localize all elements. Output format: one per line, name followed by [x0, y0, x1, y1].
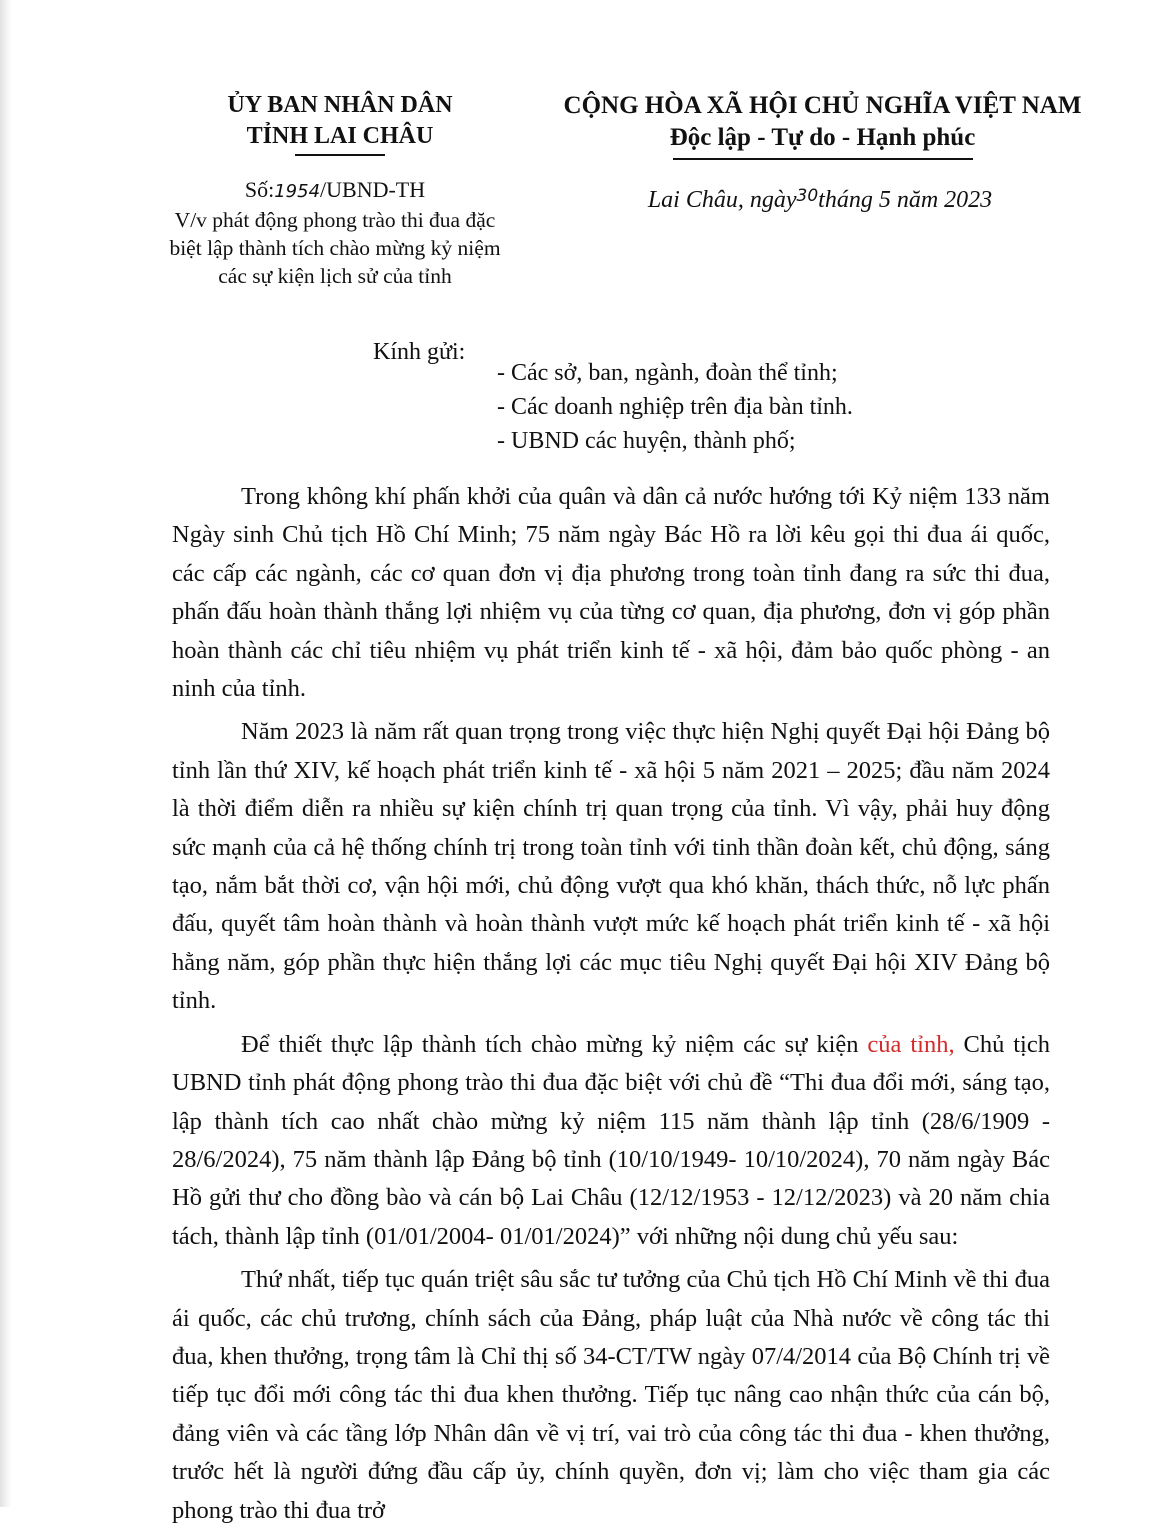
agency-line1: ỦY BAN NHÂN DÂN	[227, 92, 453, 118]
body-paragraph-1: Trong không khí phấn khởi của quân và dân cả nước hướng tới Kỷ niệm 133 năm Ngày sinh Chủ tịch Hồ Chí Minh; 75 năm ngày Bác Hồ ra lời kêu gọi thi đua ái quốc, các cấp các ngành, các cơ quan đơn vị địa phương trong toàn tỉnh đang ra sức thi đua, phấn đấu hoàn thành thắng lợi nhiệm vụ của từng cơ quan, địa phương, đơn vị góp phần hoàn thành các chỉ tiêu nhiệm vụ phát triển kinh tế - xã hội, đảm bảo quốc phòng - an ninh của tỉnh.	[172, 483, 1050, 703]
body-paragraph-2: Năm 2023 là năm rất quan trọng trong việc thực hiện Nghị quyết Đại hội Đảng bộ tỉnh lần thứ XIV, kế hoạch phát triển kinh tế - xã hội 5 năm 2021 – 2025; đầu năm 2024 là thời điểm diễn ra nhiều sự kiện chính trị quan trọng của tỉnh. Vì vậy, phải huy động sức mạnh của cả hệ thống chính trị trong toàn tỉnh với tinh thần đoàn kết, chủ động, sáng tạo, nắm bắt thời cơ, vận hội mới, chủ động vượt qua khó khăn, thách thức, nỗ lực phấn đấu, quyết tâm hoàn thành và hoàn thành vượt mức kế hoạch phát triển kinh tế - xã hội hằng năm, góp phần thực hiện thắng lợi các mục tiêu Nghị quyết Đại hội XIV Đảng bộ tỉnh.	[172, 718, 1050, 1015]
document-number	[150, 176, 520, 206]
place-date	[560, 186, 1080, 214]
national-title: CỘNG HÒA XÃ HỘI CHỦ NGHĨA VIỆT NAM	[563, 92, 1082, 119]
recipients-label: Kính gửi:	[373, 339, 466, 365]
doc-number-suffix: /UBND-TH	[320, 177, 426, 202]
recipients-list	[497, 356, 853, 458]
subject-line3: các sự kiện lịch sử của tỉnh	[218, 264, 452, 288]
subject-line2: biệt lập thành tích chào mừng kỷ niệm	[169, 236, 501, 260]
p3-before: Để thiết thực lập thành tích chào mừng kỷ niệm các sự kiện	[241, 1030, 868, 1058]
recipient-item: - Các sở, ban, ngành, đoàn thể tỉnh;	[497, 360, 838, 386]
issuing-agency	[170, 90, 510, 156]
place-date-before: Lai Châu, ngày	[647, 187, 797, 213]
document-body	[172, 478, 1050, 1535]
doc-number-prefix: Số:	[244, 177, 275, 202]
page-left-shadow	[0, 0, 12, 1507]
body-paragraph-4: Thứ nhất, tiếp tục quán triệt sâu sắc tư tưởng của Chủ tịch Hồ Chí Minh về thi đua ái quốc, các chủ trương, chính sách của Đảng, pháp luật của Nhà nước về công tác thi đua, khen thưởng, trọng tâm là Chỉ thị số 34-CT/TW ngày 07/4/2014 của Bộ Chính trị về tiếp tục đổi mới công tác thi đua khen thưởng. Tiếp tục nâng cao nhận thức của cán bộ, đảng viên và các tầng lớp Nhân dân về vị trí, vai trò của công tác thi đua - khen thưởng, trước hết là người đứng đầu cấp ủy, chính quyền, đơn vị; làm cho việc tham gia các phong trào thi đua trở	[172, 1266, 1050, 1524]
doc-number-handwritten: 1954	[274, 181, 321, 202]
motto-underline	[673, 158, 973, 160]
agency-underline	[295, 154, 385, 156]
agency-line2: TỈNH LAI CHÂU	[246, 123, 434, 149]
document-subject	[140, 206, 530, 290]
national-motto	[555, 90, 1090, 160]
recipient-item: - UBND các huyện, thành phố;	[497, 428, 796, 454]
national-motto-line: Độc lập - Tự do - Hạnh phúc	[669, 124, 976, 151]
place-date-day: 30	[796, 186, 819, 206]
recipient-item: - Các doanh nghiệp trên địa bàn tỉnh.	[497, 394, 853, 420]
p3-after: Chủ tịch UBND tỉnh phát động phong trào thi đua đặc biệt với chủ đề “Thi đua đổi mới, sáng tạo, lập thành tích cao nhất chào mừng kỷ niệm 115 năm thành lập tỉnh (28/6/1909 - 28/6/2024), 75 năm thành lập Đảng bộ tỉnh (10/10/1949- 10/10/2024), 70 năm ngày Bác Hồ gửi thư cho đồng bào và cán bộ Lai Châu (12/12/1953 - 12/12/2023) và 20 năm chia tách, thành lập tỉnh (01/01/2004- 01/01/2024)” với những nội dung chủ yếu sau:	[172, 1030, 1050, 1250]
subject-line1: V/v phát động phong trào thi đua đặc	[174, 208, 496, 232]
body-paragraph-3	[172, 1026, 1050, 1256]
place-date-after: tháng 5 năm 2023	[818, 187, 993, 213]
p3-highlight: của tỉnh,	[867, 1030, 955, 1058]
